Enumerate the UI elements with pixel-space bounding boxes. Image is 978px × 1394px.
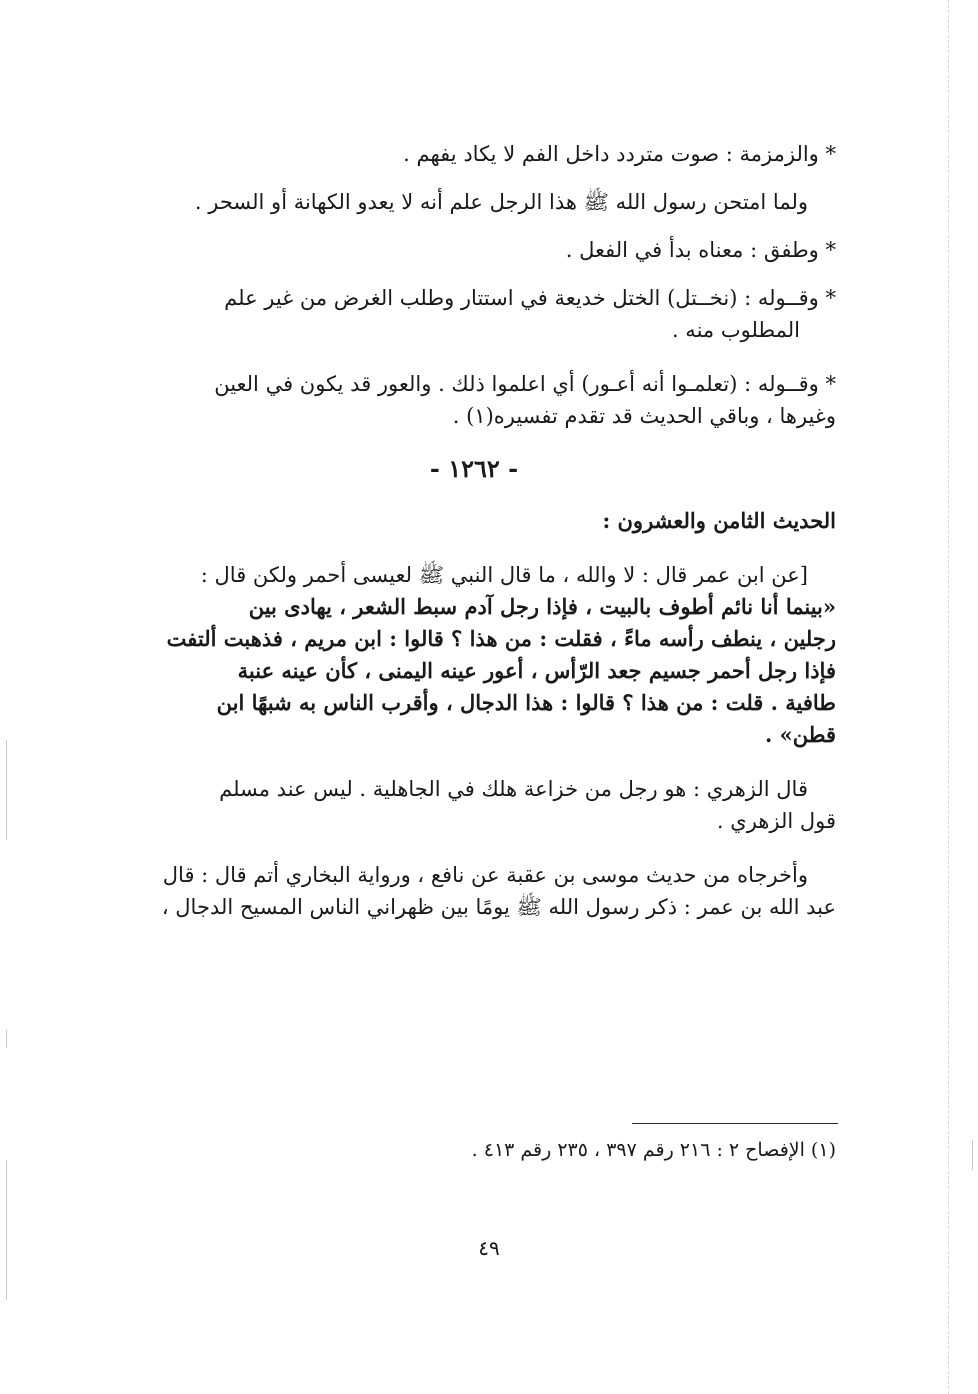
- text-line: قول الزهري .: [716, 809, 836, 833]
- text-line: * وقــوله : (تعلمـوا أنه أعـور) أي اعلموا ذلك . والعور قد يكون في العين: [214, 372, 836, 396]
- note-aawar: [112, 368, 836, 432]
- note-zamzama: [112, 138, 836, 170]
- section-heading: الحديث الثامن والعشرون :: [602, 508, 836, 533]
- text-line: قطن» .: [765, 722, 836, 747]
- text-line: المطلوب منه .: [671, 318, 800, 342]
- scan-mark: [6, 740, 7, 840]
- text-line: طافية . قلت : من هذا ؟ قالوا : هذا الدجال ، وأقرب الناس به شبهًا ابن: [216, 690, 836, 715]
- text-line: فإذا رجل أحمر جسيم جعد الرّأس ، أعور عينه اليمنى ، كأن عينه عنبة: [237, 658, 836, 683]
- hadith-text: [112, 559, 836, 751]
- text-line: قال الزهري : هو رجل من خزاعة هلك في الجاهلية . ليس عند مسلم: [219, 777, 808, 801]
- text-line: ولما امتحن رسول الله ﷺ هذا الرجل علم أنه لا يعدو الكهانة أو السحر .: [194, 190, 808, 214]
- main-text: [112, 138, 836, 945]
- scan-mark: [6, 1160, 7, 1300]
- text-line: * والزمزمة : صوت متردد داخل الفم لا يكاد يفهم .: [403, 142, 836, 166]
- footnote-divider: [632, 1123, 838, 1124]
- text-line: * وطفق : معناه بدأ في الفعل .: [565, 238, 836, 262]
- scan-mark: [6, 1030, 7, 1048]
- hadith-number: - ١٢٦٢ -: [429, 454, 519, 483]
- text-line: رجلين ، ينطف رأسه ماءً ، فقلت : من هذا ؟ قالوا : ابن مريم ، فذهبت ألتفت: [166, 626, 836, 651]
- text-line: وغيرها ، وباقي الحديث قد تقدم تفسيره(١) .: [452, 404, 836, 428]
- zuhri-note: [112, 773, 836, 837]
- text-line: * وقــوله : (نخــتل) الختل خديعة في استتار وطلب الغرض من غير علم: [224, 286, 836, 310]
- footnote: (١) الإفصاح ٢ : ٢١٦ رقم ٣٩٧ ، ٢٣٥ رقم ٤١٣ .: [471, 1139, 836, 1161]
- text-line: «بينما أنا نائم أطوف بالبيت ، فإذا رجل آدم سبط الشعر ، يهادى بين: [248, 594, 836, 619]
- text-line: [عن ابن عمر قال : لا والله ، ما قال النبي ﷺ لعيسى أحمر ولكن قال :: [200, 563, 808, 587]
- akhrajah-note: [112, 859, 836, 923]
- scan-edge-line: [948, 0, 949, 1394]
- scan-mark: [972, 1140, 973, 1170]
- text-line: وأخرجاه من حديث موسى بن عقبة عن نافع ، ورواية البخاري أتم قال : قال: [162, 863, 808, 887]
- note-nakhtil: [112, 282, 836, 346]
- text-line: عبد الله بن عمر : ذكر رسول الله ﷺ يومًا بين ظهراني الناس المسيح الدجال ،: [161, 895, 836, 919]
- note-imtahana: [112, 186, 836, 218]
- note-tafiqa: [112, 234, 836, 266]
- page-number: ٤٩: [478, 1236, 500, 1260]
